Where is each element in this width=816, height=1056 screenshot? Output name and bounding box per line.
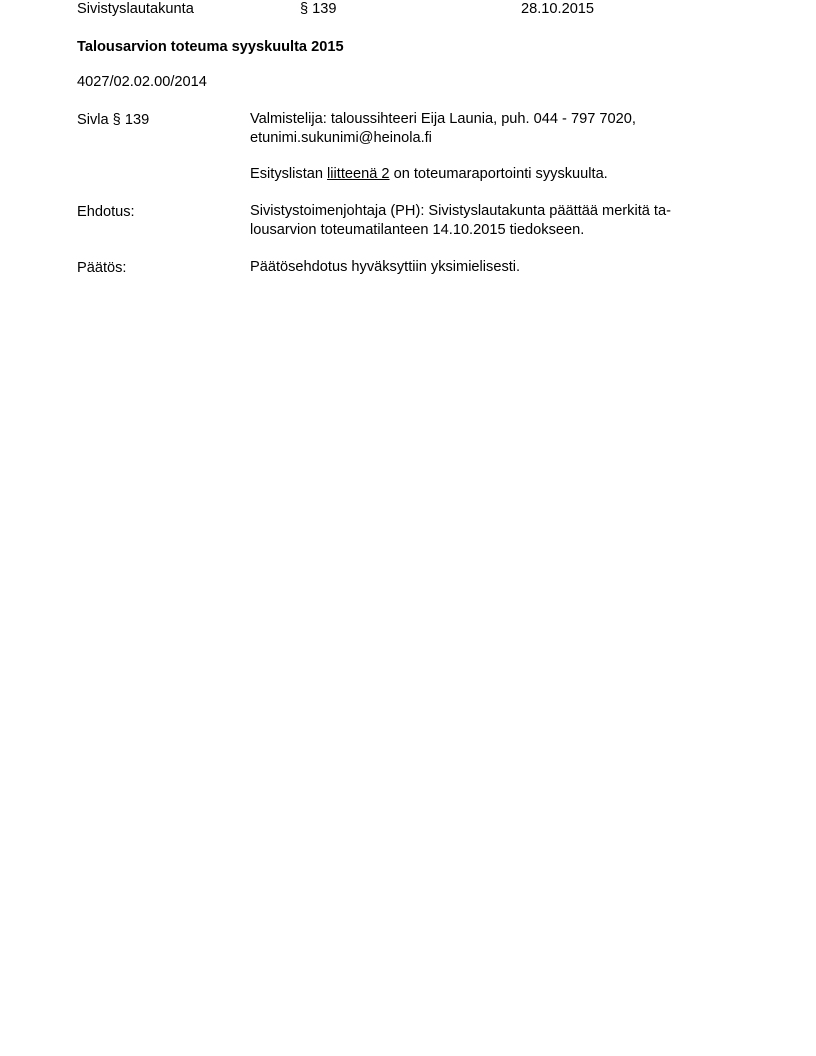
preparer-line-1: Valmistelija: taloussihteeri Eija Launia, puh. 044 - 797 7020, <box>250 111 636 127</box>
header-section: § 139 <box>300 1 337 17</box>
attachment-prefix: Esityslistan <box>250 166 328 182</box>
decision-text: Päätösehdotus hyväksyttiin yksimielisesti. <box>250 259 521 275</box>
sivla-label: Sivla § 139 <box>77 112 150 128</box>
document-number: 4027/02.02.00/2014 <box>77 74 207 90</box>
attachment-suffix: on toteumaraportointi syyskuulta. <box>389 166 608 182</box>
decision-label: Päätös: <box>77 260 127 276</box>
attachment-paragraph <box>250 165 608 184</box>
attachment-link[interactable]: liitteenä 2 <box>327 166 390 182</box>
proposal-label: Ehdotus: <box>77 204 135 220</box>
document-title: Talousarvion toteuma syyskuulta 2015 <box>77 39 344 55</box>
header-organization: Sivistyslautakunta <box>77 1 194 17</box>
header-date: 28.10.2015 <box>521 1 595 17</box>
proposal-line-2: lousarvion toteumatilanteen 14.10.2015 tiedokseen. <box>250 222 585 238</box>
preparer-line-2: etunimi.sukunimi@heinola.fi <box>250 130 432 146</box>
proposal-line-1: Sivistystoimenjohtaja (PH): Sivistyslautakunta päättää merkitä ta- <box>250 203 671 219</box>
